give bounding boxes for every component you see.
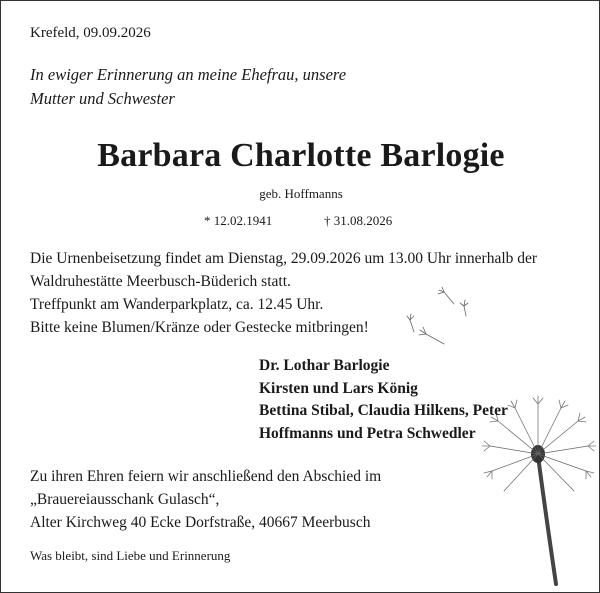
farewell-line: „Brauereiausschank Gulasch“, xyxy=(30,491,220,508)
info-line: Waldruhestätte Meerbusch-Büderich statt. xyxy=(30,273,291,290)
closing-line: Was bleibt, sind Liebe und Erinnerung xyxy=(30,548,231,563)
intro-line: In ewiger Erinnerung an meine Ehefrau, unsere xyxy=(30,65,347,84)
birth-name: geb. Hoffmanns xyxy=(259,186,343,201)
mourners-list xyxy=(259,355,508,445)
mourner-line: Hoffmanns und Petra Schwedler xyxy=(259,424,476,442)
farewell-line: Alter Kirchweg 40 Ecke Dorfstraße, 40667 Meerbusch xyxy=(30,514,371,531)
birth-date: * 12.02.1941 xyxy=(204,213,273,228)
intro-text xyxy=(30,63,346,111)
info-line: Bitte keine Blumen/Kränze oder Gestecke mitbringen! xyxy=(30,319,369,336)
place-date: Krefeld, 09.09.2026 xyxy=(30,25,151,41)
deceased-name: Barbara Charlotte Barlogie xyxy=(97,137,505,174)
info-line: Treffpunkt am Wanderparkplatz, ca. 12.45 Uhr. xyxy=(30,296,324,313)
mourner-line: Bettina Stibal, Claudia Hilkens, Peter xyxy=(259,402,508,419)
mourner-line: Dr. Lothar Barlogie xyxy=(259,357,390,374)
intro-line: Mutter und Schwester xyxy=(30,89,175,108)
info-line: Die Urnenbeisetzung findet am Dienstag, 29.09.2026 um 13.00 Uhr innerhalb der xyxy=(30,250,538,267)
mourner-line: Kirsten und Lars König xyxy=(259,379,418,397)
farewell-line: Zu ihren Ehren feiern wir anschließend den Abschied im xyxy=(30,468,382,485)
death-date: † 31.08.2026 xyxy=(324,213,393,228)
farewell-info xyxy=(30,465,381,534)
